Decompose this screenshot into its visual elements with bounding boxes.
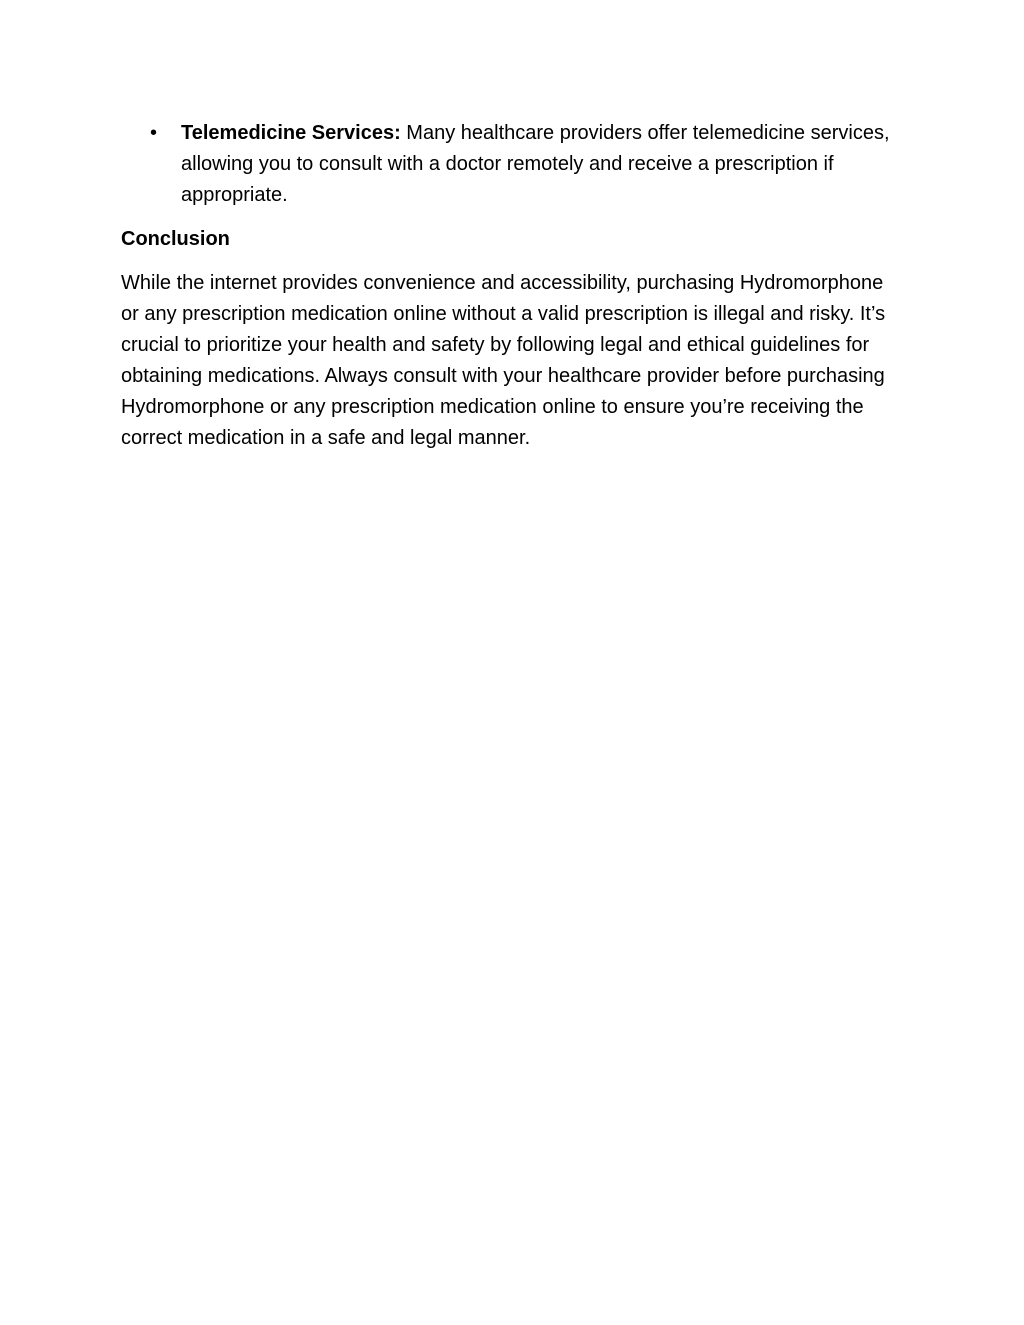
section-heading-conclusion: Conclusion [121,228,230,250]
bullet-list [121,118,901,211]
list-item-text: Many healthcare providers offer telemedicine services, allowing you to consult with a doctor remotely and receive a prescription if appropriate. [181,122,890,206]
list-item-telemedicine [121,118,901,211]
list-item-term: Telemedicine Services: [181,122,401,144]
bullet-icon: • [150,122,158,144]
conclusion-paragraph: While the internet provides convenience and accessibility, purchasing Hydromorphone or any prescription medication online without a valid prescription is illegal and risky. It’s crucial to prioritize your health and safety by following legal and ethical guidelines for obtaining medications. Always consult with your healthcare provider before purchasing Hydromorphone or any prescription medication online to ensure you’re receiving the correct medication in a safe and legal manner. [121,272,886,449]
document-content [121,118,901,454]
